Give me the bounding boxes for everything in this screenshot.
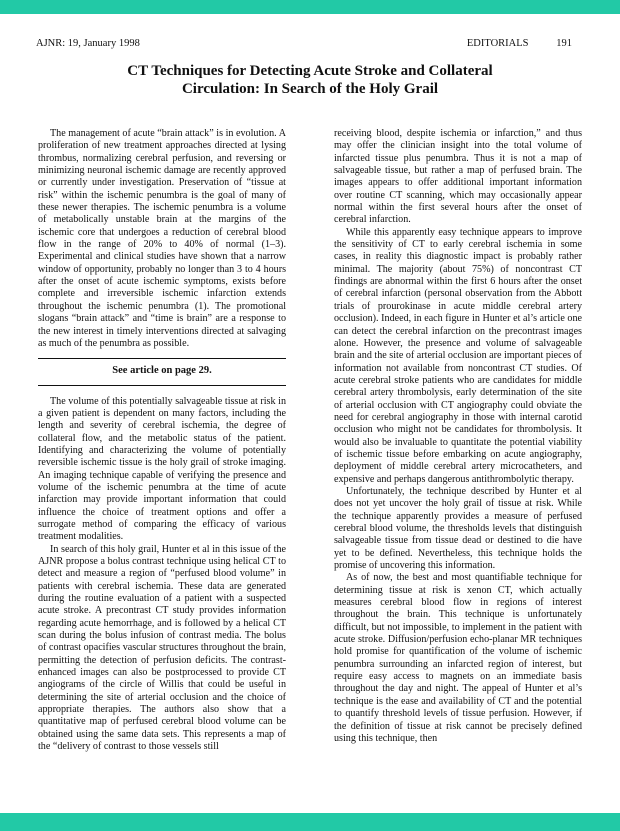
running-header-journal: AJNR: 19, January 1998 — [36, 38, 140, 49]
see-article-link[interactable]: See article on page 29. — [112, 365, 212, 377]
paragraph: The management of acute “brain attack” is in evolution. A proliferation of new treatment approaches directed at lysing thrombus, normalizing cerebral perfusion, and reversing or minimizing neuronal ischemic damage are recently approved or currently under investigation. Preservation of “tissue at risk” within the ischemic penumbra is the goal of many of these newer therapies. The ischemic penumbra is a volume of metabolically unstable brain at the margins of the ischemic core that undergoes a reduction of cerebral blood flow in the range of 20% to 40% of normal (1–3). Experimental and clinical studies have shown that a narrow window of opportunity, probably no longer than 3 to 4 hours after the onset of acute ischemic symptoms, exists before complete and irreversible ischemic infarction extends throughout the ischemic penumbra (1). The promotional slogans “brain attack” and “time is brain” are a response to the new interest in timely interventions directed at salvaging as much of the penumbra as possible. — [38, 128, 286, 349]
paragraph: In search of this holy grail, Hunter et al in this issue of the AJNR propose a bolus contrast technique using helical CT to detect and measure a region of “perfused blood volume” in patients with cerebral ischemia. These data are generated during the routine evaluation of a patient with a suspected acute stroke. A precontrast CT study provides information regarding acute hemorrhage, and is followed by a helical CT scan during the bolus infusion of contrast media. The bolus of contrast opacifies vascular structures throughout the brain, permitting the detection of perfusion deficits. The contrast-enhanced images can also be postprocessed to provide CT angiograms of the circle of Willis that could be useful in determining the site of arterial occlusion and the choice of appropriate therapies. The authors also show that a quantitative map of perfused cerebral blood volume can be obtained using the same data sets. This represents a map of the “delivery of contrast to those vessels still — [38, 543, 286, 753]
article-title — [60, 62, 560, 98]
section-label: EDITORIALS — [466, 38, 529, 49]
left-column — [38, 128, 286, 754]
page-number: 191 — [556, 38, 572, 49]
paragraph: Unfortunately, the technique described by Hunter et al does not yet uncover the holy grail of tissue at risk. While the technique apparently provides a measure of perfused cerebral blood volume, the thresholds levels that distinguish salvageable tissue from tissue dead or destined to die have yet to be defined. Nevertheless, this technique holds the promise of uncovering this information. — [334, 485, 582, 572]
top-color-bar — [0, 0, 620, 14]
paragraph: While this apparently easy technique appears to improve the sensitivity of CT to early cerebral ischemia in some cases, in reality this diagnostic impact is probably rather minimal. The majority (about 75%) of noncontrast CT findings are abnormal within the first 6 hours after the onset of cerebral infarction (personal observation from the Abbott trials of prourokinase in acute middle cerebral artery occlusion). Indeed, in each figure in Hunter et al’s article one can detect the cerebral infarction on the precontrast images alone. However, the presence and volume of salvageable brain and the site of arterial occlusion are important pieces of information not available from noncontrast CT studies. Of acute cerebral stroke patients who are candidates for middle cerebral artery thrombolysis, early determination of the site of arterial occlusion with CT angiography could obviate the need for cerebral angiography in those with internal carotid occlusion who might not be candidates for thrombolysis. It would also be invaluable to quantitate the potential viability of ischemic tissue before embarking on acute angiography, deployment of middle cerebral artery microcatheters, and expensive and perhaps dangerous antithrombolytic therapy. — [334, 226, 582, 485]
bottom-color-bar — [0, 813, 620, 831]
paragraph: The volume of this potentially salvageable tissue at risk in a given patient is dependent on many factors, including the length and severity of cerebral ischemia, the degree of collateral flow, and the metabolic status of the patient. Identifying and characterizing the volume of potentially reversible ischemic tissue is the holy grail of stroke imaging. An imaging technique capable of verifying the presence and volume of the ischemic penumbra at the time of acute infarction may provide important information that could influence the choice of treatment options and offer a surrogate method of comparing the efficacy of various treatment modalities. — [38, 395, 286, 543]
paragraph: receiving blood, despite ischemia or infarction,” and thus may offer the clinician insight into the total volume of infarcted tissue plus penumbra. Thus it is not a map of salvageable tissue, but rather a map of perfused brain. The images appears to offer additional important information over routine CT scanning, which may occasionally appear normal within the first several hours after the onset of cerebral infarction. — [334, 128, 582, 226]
title-line-1: CT Techniques for Detecting Acute Stroke and Collateral — [127, 63, 493, 79]
running-header-right — [467, 38, 572, 49]
title-line-2: Circulation: In Search of the Holy Grail — [181, 81, 439, 97]
right-column — [334, 128, 582, 745]
see-article-box — [38, 358, 286, 385]
paragraph: As of now, the best and most quantifiable technique for determining tissue at risk is xenon CT, which actually measures cerebral blood flow in regions of interest throughout the brain. This technique is unfortunately difficult, but not impossible, to implement in the patient with acute stroke. Diffusion/perfusion echo-planar MR techniques hold promise for quantification of the volume of ischemic penumbra surrounding an infarcted region of interest, but require easy access to magnets on an immediate basis throughout the day and night. The appeal of Hunter et al’s technique is the ease and availability of CT and the potential to quantify threshold levels of tissue perfusion. However, if the definition of tissue at risk cannot be precisely defined using this technique, then — [334, 572, 582, 744]
